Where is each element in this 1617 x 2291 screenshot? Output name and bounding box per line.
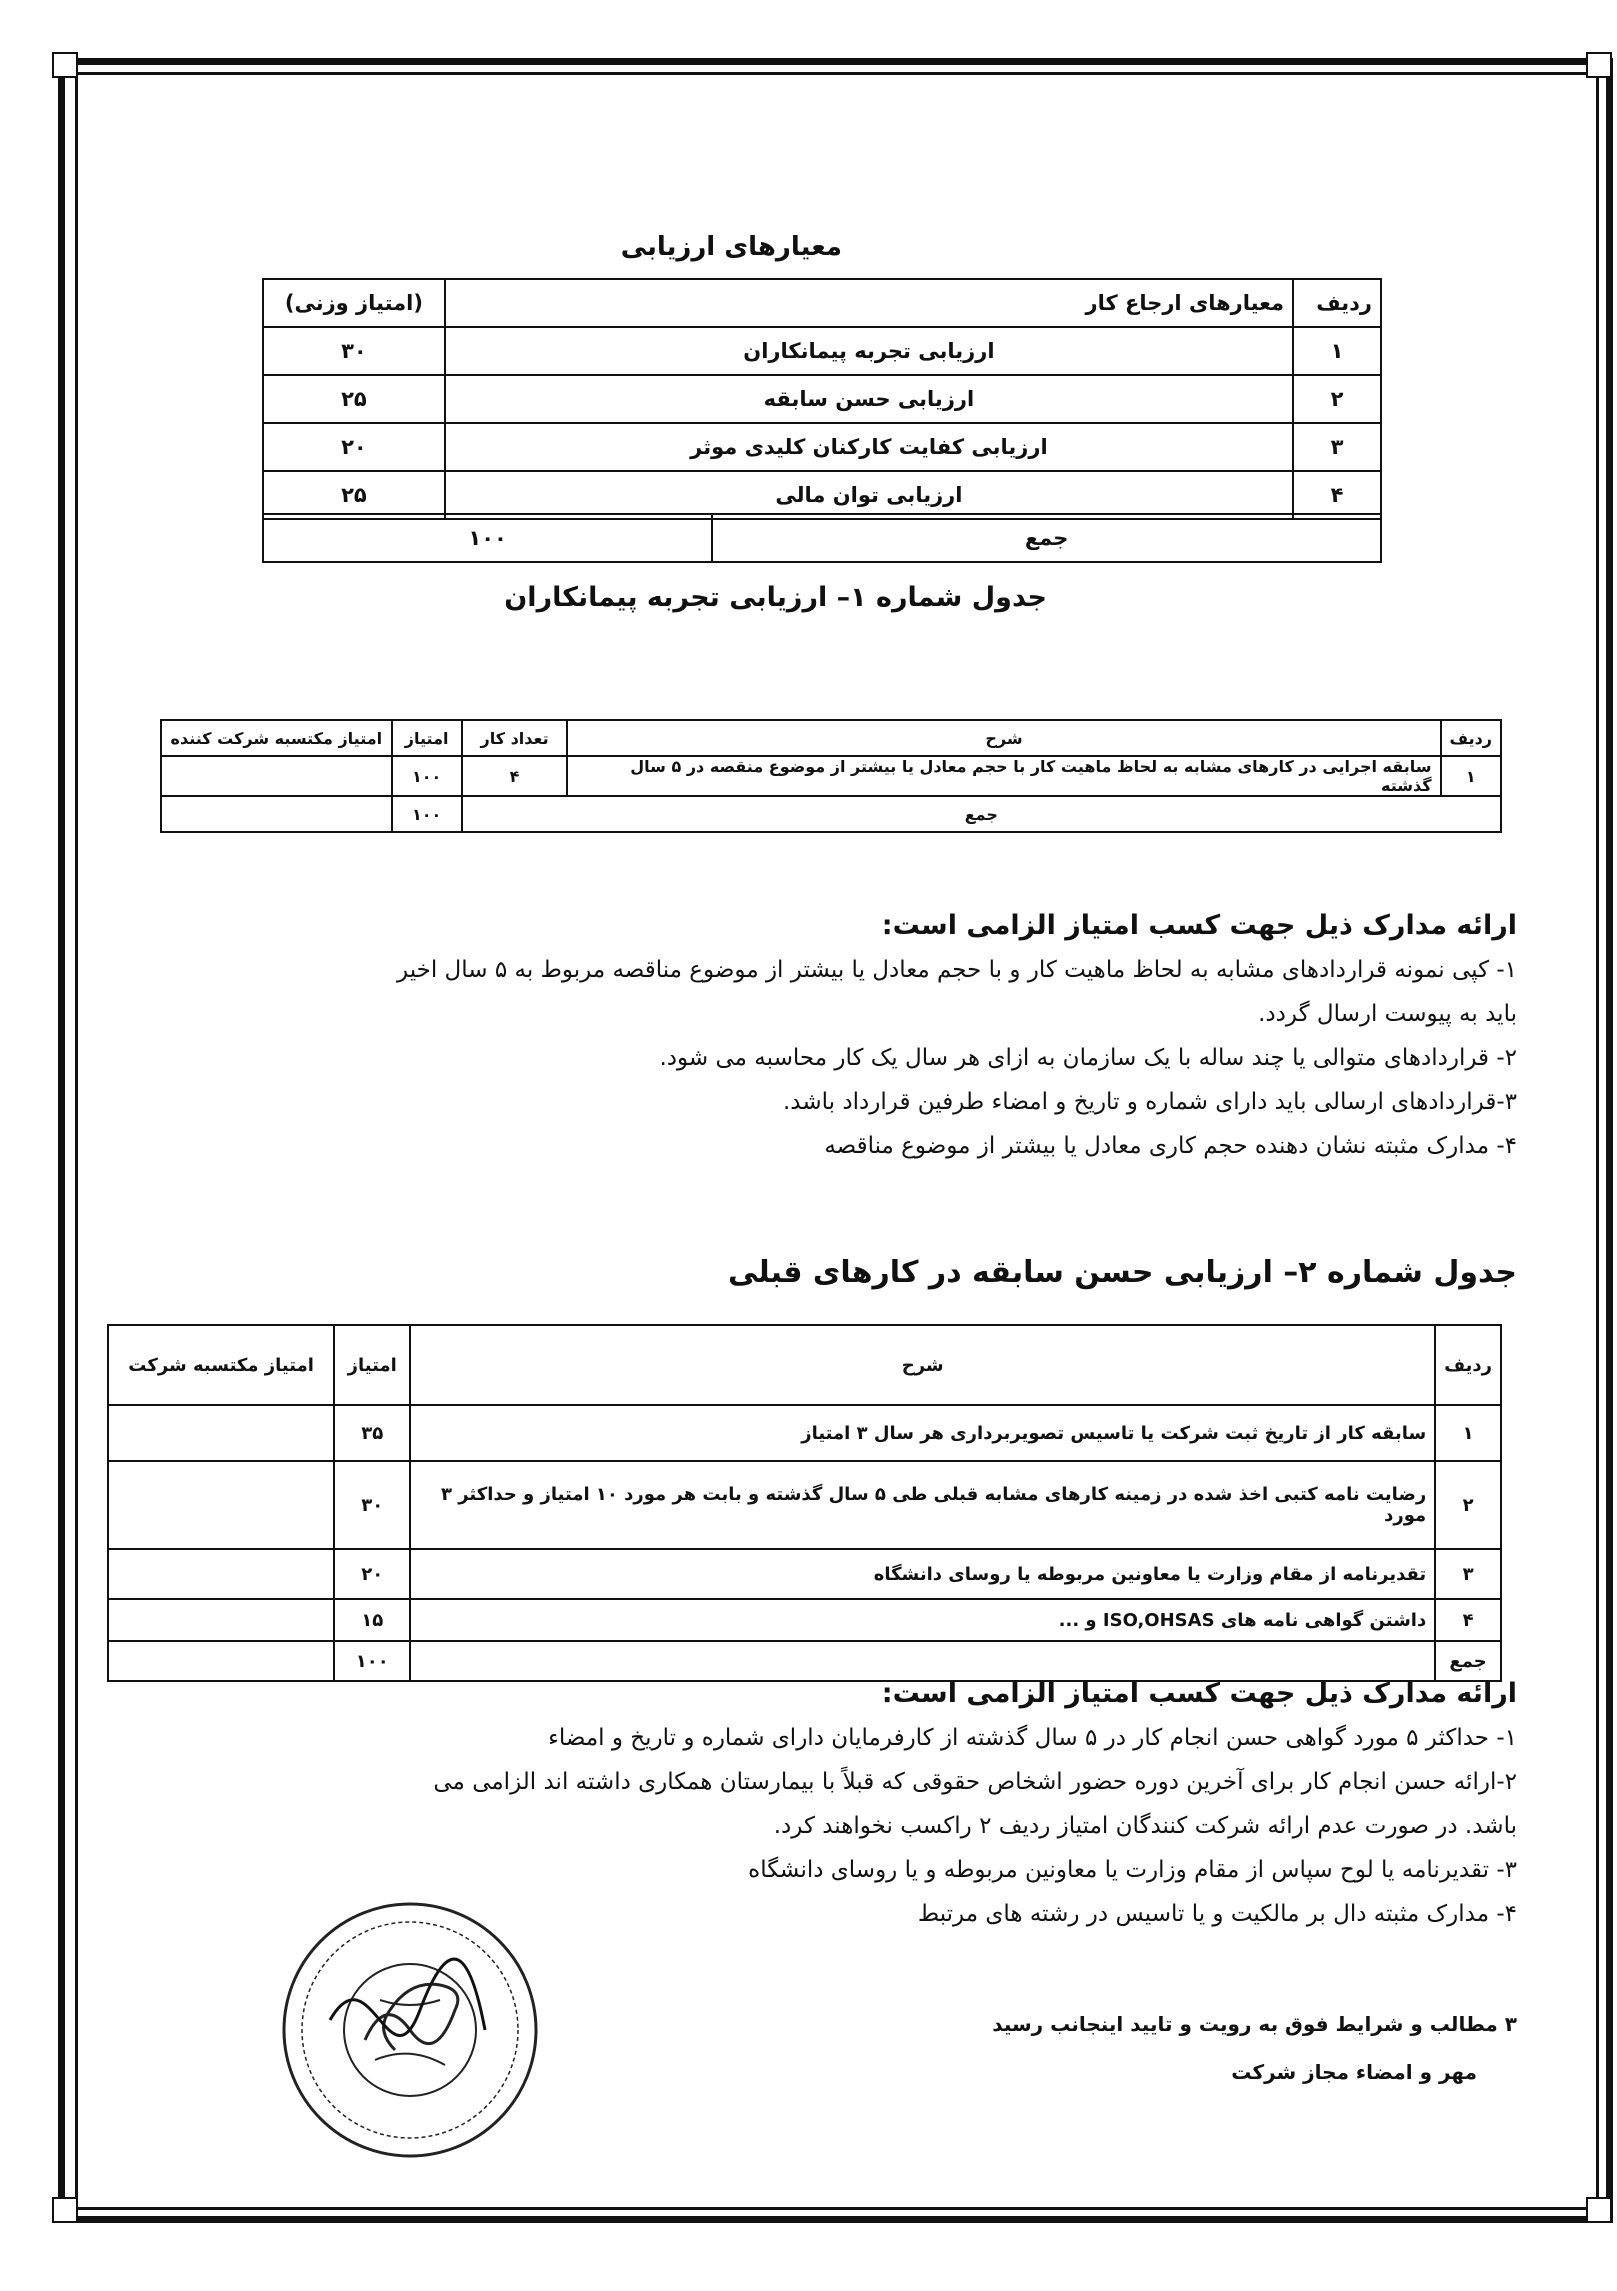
docs-item: ۳- تقدیرنامه یا لوح سپاس از مقام وزارت یا معاونین مربوطه و یا روسای دانشگاه	[748, 1857, 1517, 1883]
table-row	[108, 1549, 1501, 1599]
total-value: ۱۰۰	[334, 1641, 410, 1681]
table2-title: جدول شماره ۲– ارزیابی حسن سابقه در کارهای قبلی	[728, 1255, 1517, 1290]
row-count: ۴	[462, 756, 568, 796]
row-number: ۱	[1435, 1405, 1501, 1461]
col-header-row: ردیف	[1435, 1325, 1501, 1405]
total-label: جمع	[712, 514, 1381, 562]
row-description: تقدیرنامه از مقام وزارت یا معاونین مربوطه یا روسای دانشگاه	[410, 1549, 1435, 1599]
docs-item: باید به پیوست ارسال گردد.	[1258, 1001, 1517, 1027]
page-title: معیارهای ارزیابی	[620, 232, 842, 262]
row-description: رضایت نامه کتبی اخذ شده در زمینه کارهای مشابه قبلی طی ۵ سال گذشته و بابت هر مورد ۱۰ امتیاز و حداکثر ۳ مورد	[410, 1461, 1435, 1549]
col-header-row: ردیف	[1441, 720, 1501, 756]
row-score: ۳۵	[334, 1405, 410, 1461]
total-row	[161, 796, 1501, 832]
docs-item: ۱- کپی نمونه قراردادهای مشابه به لحاظ ماهیت کار و با حجم معادل یا بیشتر از موضوع مناقصه مربوط به ۵ سال اخیر	[397, 957, 1517, 983]
row-earned	[108, 1599, 334, 1641]
docs-item: ۱- حداکثر ۵ مورد گواهی حسن انجام کار در ۵ سال گذشته از کارفرمایان دارای شماره و تاریخ و امضاء	[548, 1725, 1517, 1751]
criteria-score: ۲۵	[263, 375, 445, 423]
criteria-score: ۲۵	[263, 471, 445, 519]
col-header-score: امتیاز	[334, 1325, 410, 1405]
table-row	[263, 471, 1381, 519]
company-seal-stamp	[270, 1890, 550, 2170]
docs-item: ۲- قراردادهای متوالی یا چند ساله با یک سازمان به ازای هر سال یک کار محاسبه می شود.	[659, 1045, 1517, 1071]
row-number: ۲	[1435, 1461, 1501, 1549]
table-row	[108, 1461, 1501, 1549]
total-value: ۱۰۰	[263, 514, 712, 562]
experience-table	[160, 719, 1502, 833]
criteria-label: ارزیابی تجربه پیمانکاران	[445, 327, 1293, 375]
criteria-label: ارزیابی توان مالی	[445, 471, 1293, 519]
col-header-row: ردیف	[1293, 279, 1381, 327]
total-earned	[161, 796, 392, 832]
row-earned	[108, 1461, 334, 1549]
row-earned	[108, 1405, 334, 1461]
row-score: ۲۰	[334, 1549, 410, 1599]
reputation-table	[107, 1324, 1502, 1682]
row-description: داشتن گواهی نامه های ISO,OHSAS و ...	[410, 1599, 1435, 1641]
row-number: ۴	[1435, 1599, 1501, 1641]
col-header-desc: شرح	[567, 720, 1440, 756]
docs-item: ۳-قراردادهای ارسالی باید دارای شماره و تاریخ و امضاء طرفین قرارداد باشد.	[783, 1089, 1517, 1115]
row-number: ۳	[1435, 1549, 1501, 1599]
table-row	[263, 423, 1381, 471]
table1-title: جدول شماره ۱– ارزیابی تجربه پیمانکاران	[504, 582, 1047, 613]
table-row	[161, 756, 1501, 796]
table-header-row	[108, 1325, 1501, 1405]
col-header-desc: شرح	[410, 1325, 1435, 1405]
row-earned	[108, 1549, 334, 1599]
total-label: جمع	[462, 796, 1501, 832]
row-number: ۲	[1293, 375, 1381, 423]
table-row	[108, 1599, 1501, 1641]
confirmation-text: ۳ مطالب و شرایط فوق به رویت و تایید اینجانب رسید	[992, 2012, 1517, 2036]
col-header-count: تعداد کار	[462, 720, 568, 756]
criteria-label: ارزیابی کفایت کارکنان کلیدی موثر	[445, 423, 1293, 471]
docs-item: باشد. در صورت عدم ارائه شرکت کنندگان امتیاز ردیف ۲ راکسب نخواهند کرد.	[773, 1813, 1517, 1839]
docs-heading: ارائه مدارک ذیل جهت کسب امتیاز الزامی است:	[881, 1678, 1517, 1709]
col-header-score: امتیاز	[392, 720, 462, 756]
row-score: ۳۰	[334, 1461, 410, 1549]
docs-section-1	[67, 904, 1517, 1168]
row-number: ۴	[1293, 471, 1381, 519]
row-score: ۱۵	[334, 1599, 410, 1641]
criteria-score: ۲۰	[263, 423, 445, 471]
docs-heading: ارائه مدارک ذیل جهت کسب امتیاز الزامی است:	[881, 910, 1517, 941]
total-label: جمع	[1435, 1641, 1501, 1681]
row-description: سابقه کار از تاریخ ثبت شرکت یا تاسیس تصویربرداری هر سال ۳ امتیاز	[410, 1405, 1435, 1461]
criteria-label: ارزیابی حسن سابقه	[445, 375, 1293, 423]
table-header-row	[161, 720, 1501, 756]
total-row	[263, 514, 1381, 562]
criteria-total-table	[262, 513, 1382, 563]
row-number: ۳	[1293, 423, 1381, 471]
row-earned	[161, 756, 392, 796]
criteria-score: ۳۰	[263, 327, 445, 375]
docs-item: ۴- مدارک مثبته نشان دهنده حجم کاری معادل یا بیشتر از موضوع مناقصه	[824, 1133, 1517, 1159]
table-row	[263, 375, 1381, 423]
col-header-earned: امتیاز مکتسبه شرکت	[108, 1325, 334, 1405]
table-row	[108, 1405, 1501, 1461]
docs-item: ۲-ارائه حسن انجام کار برای آخرین دوره حضور اشخاص حقوقی که قبلاً با بیمارستان همکاری داشته اند الزامی می	[433, 1769, 1517, 1795]
table-row	[263, 327, 1381, 375]
col-header-score: (امتیاز وزنی)	[263, 279, 445, 327]
table-header-row	[263, 279, 1381, 327]
docs-item: ۴- مدارک مثبته دال بر مالکیت و یا تاسیس در رشته های مرتبط	[917, 1901, 1517, 1927]
row-number: ۱	[1293, 327, 1381, 375]
total-value: ۱۰۰	[392, 796, 462, 832]
col-header-criteria: معیارهای ارجاع کار	[445, 279, 1293, 327]
signature-label: مهر و امضاء مجاز شرکت	[1231, 2060, 1477, 2084]
row-description: سابقه اجرایی در کارهای مشابه به لحاظ ماهیت کار با حجم معادل یا بیشتر از موضوع منقصه در ۵ سال گذشته	[567, 756, 1440, 796]
row-score: ۱۰۰	[392, 756, 462, 796]
criteria-table	[262, 278, 1382, 520]
row-number: ۱	[1441, 756, 1501, 796]
col-header-earned: امتیاز مکتسبه شرکت کننده	[161, 720, 392, 756]
